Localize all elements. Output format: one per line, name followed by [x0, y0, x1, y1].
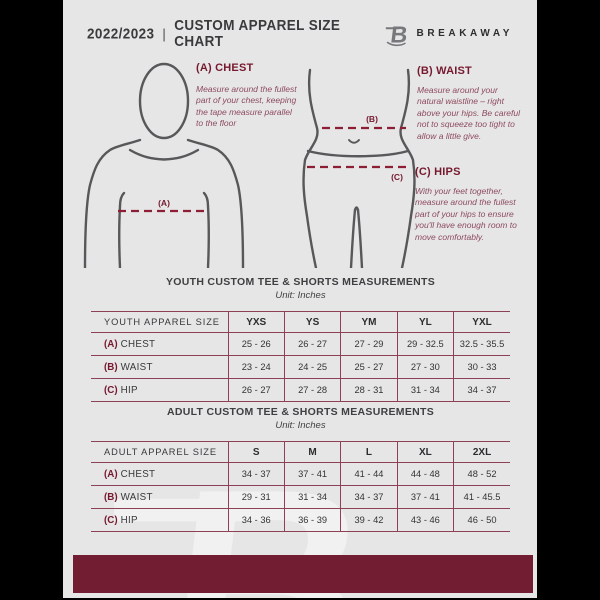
cell-value: 39 - 42 — [341, 509, 397, 532]
column-header: XL — [397, 442, 453, 463]
youth-header-row — [91, 312, 510, 333]
cell-value: 31 - 34 — [284, 486, 340, 509]
brand-name: BREAKAWAY — [416, 27, 513, 39]
column-header: YL — [397, 312, 453, 333]
season-label: 2022/2023 — [87, 24, 155, 42]
row-prefix: (A) — [104, 468, 118, 480]
row-label: HIP — [120, 514, 138, 526]
cell-value: 27 - 29 — [341, 333, 397, 356]
table-row — [91, 333, 510, 356]
adult-section-title: ADULT CUSTOM TEE & SHORTS MEASUREMENTS — [166, 406, 435, 418]
row-prefix: (B) — [104, 361, 118, 373]
row-prefix: (C) — [104, 514, 118, 526]
adult-unit-label: Unit: Inches — [275, 420, 326, 431]
cell-value: 34 - 37 — [228, 463, 284, 486]
column-header: S — [228, 442, 284, 463]
table-row — [91, 356, 510, 379]
header-separator: | — [162, 24, 167, 42]
cell-value: 30 - 33 — [454, 356, 510, 379]
cell-value: 29 - 32.5 — [397, 333, 453, 356]
waist-marker-label: (B) — [366, 114, 378, 124]
cell-value: 26 - 27 — [228, 379, 284, 402]
column-header: 2XL — [454, 442, 510, 463]
cell-value: 27 - 28 — [284, 379, 340, 402]
cell-value: 43 - 46 — [397, 509, 453, 532]
cell-value: 37 - 41 — [397, 486, 453, 509]
adult-size-table — [91, 441, 510, 532]
table-row — [91, 486, 510, 509]
cell-value: 34 - 37 — [341, 486, 397, 509]
cell-value: 26 - 27 — [284, 333, 340, 356]
cell-value: 46 - 50 — [454, 509, 510, 532]
column-header: M — [284, 442, 340, 463]
adult-header-row — [91, 442, 510, 463]
cell-value: 44 - 48 — [397, 463, 453, 486]
waist-guide-heading: (B) WAIST — [417, 65, 472, 77]
chest-guide-heading: (A) CHEST — [196, 62, 254, 74]
table-row — [91, 509, 510, 532]
page-title: CUSTOM APPAREL SIZE CHART — [174, 16, 341, 50]
breakaway-b-logo-icon — [385, 20, 410, 47]
table-row — [91, 463, 510, 486]
hips-marker-label: (C) — [391, 172, 403, 182]
cell-value: 25 - 27 — [341, 356, 397, 379]
cell-value: 24 - 25 — [284, 356, 340, 379]
row-label: CHEST — [120, 338, 156, 350]
lower-body-figure — [295, 58, 423, 268]
cell-value: 23 - 24 — [228, 356, 284, 379]
header — [87, 16, 513, 50]
row-label: HIP — [120, 384, 138, 396]
row-label: WAIST — [120, 361, 153, 373]
row-prefix: (C) — [104, 384, 118, 396]
chest-guide-text: Measure around the fullest part of your chest, keeping the tape measure parallel to the floor — [196, 84, 297, 129]
cell-value: 27 - 30 — [397, 356, 453, 379]
cell-value: 37 - 41 — [284, 463, 340, 486]
column-header: YS — [284, 312, 340, 333]
cell-value: 34 - 37 — [454, 379, 510, 402]
cell-value: 25 - 26 — [228, 333, 284, 356]
size-chart-document — [63, 0, 537, 598]
column-header: YM — [341, 312, 397, 333]
cell-value: 48 - 52 — [454, 463, 510, 486]
youth-unit-label: Unit: Inches — [275, 290, 326, 301]
cell-value: 29 - 31 — [228, 486, 284, 509]
cell-value: 31 - 34 — [397, 379, 453, 402]
header-title — [87, 17, 385, 49]
row-label: WAIST — [120, 491, 153, 503]
cell-value: 36 - 39 — [284, 509, 340, 532]
row-prefix: (B) — [104, 491, 118, 503]
brand-lockup — [385, 20, 514, 47]
column-header: ADULT APPAREL SIZE — [91, 442, 228, 463]
hips-guide-heading: (C) HIPS — [415, 166, 461, 178]
youth-size-table — [91, 311, 510, 402]
chest-marker-label: (A) — [158, 198, 170, 208]
cell-value: 28 - 31 — [341, 379, 397, 402]
cell-value: 34 - 36 — [228, 509, 284, 532]
cell-value: 32.5 - 35.5 — [454, 333, 510, 356]
hips-guide-text: With your feet together, measure around the fullest part of your hips to ensure you'll have enough room to move comfortably. — [415, 186, 517, 242]
table-row — [91, 379, 510, 402]
footer-accent-bar — [73, 555, 533, 593]
column-header: L — [341, 442, 397, 463]
youth-section-title: YOUTH CUSTOM TEE & SHORTS MEASUREMENTS — [165, 276, 436, 288]
row-label: CHEST — [120, 468, 156, 480]
row-prefix: (A) — [104, 338, 118, 350]
waist-guide-text: Measure around your natural waistline – right above your hips. Be careful not to squeeze too tight to allow a little give. — [417, 85, 521, 141]
column-header: YOUTH APPAREL SIZE — [91, 312, 228, 333]
column-header: YXL — [454, 312, 510, 333]
column-header: YXS — [228, 312, 284, 333]
cell-value: 41 - 45.5 — [454, 486, 510, 509]
cell-value: 41 - 44 — [341, 463, 397, 486]
